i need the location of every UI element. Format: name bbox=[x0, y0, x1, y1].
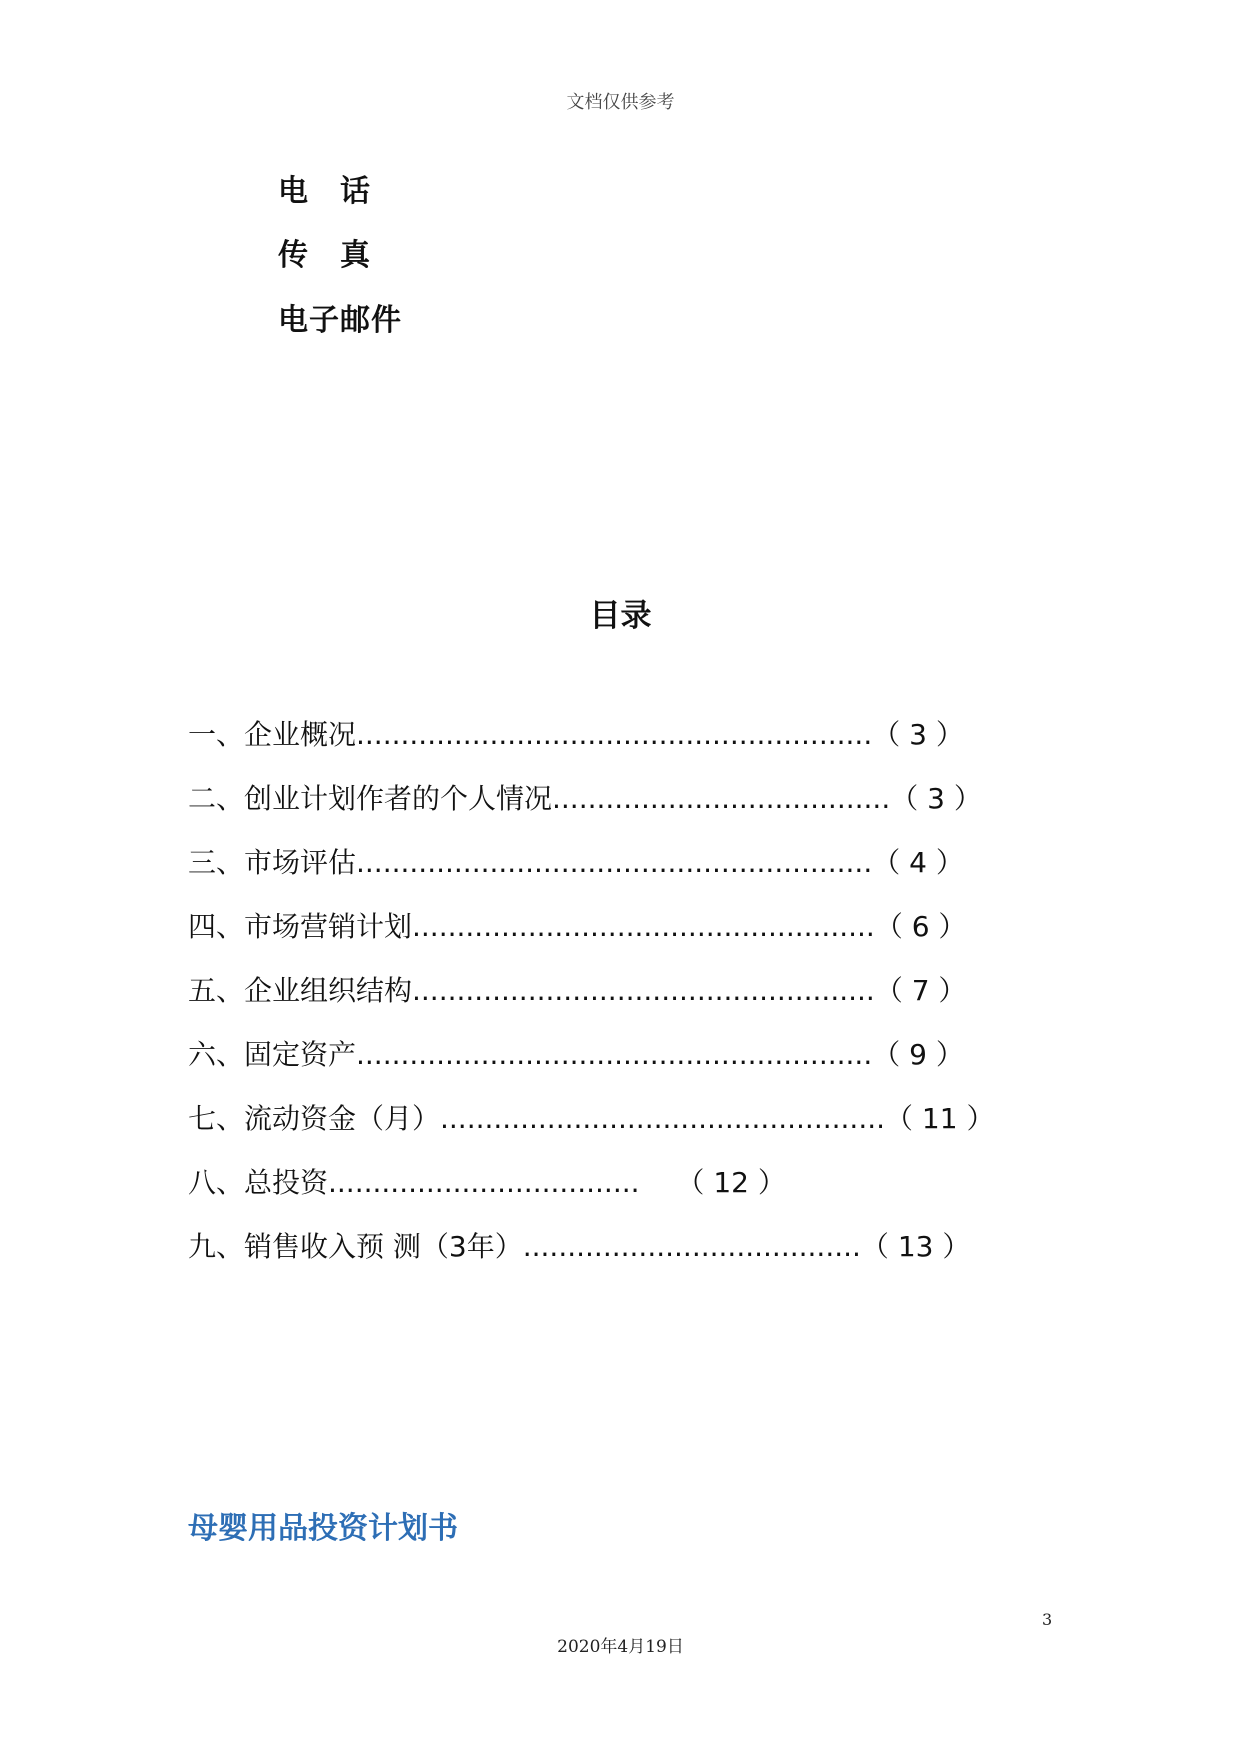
fax-label: 传真 bbox=[278, 238, 402, 273]
toc-item-8: 八、总投资................................... （ 12 ） bbox=[188, 1166, 786, 1199]
toc-item-9: 九、销售收入预 测（3年）......................................（ 13 ） bbox=[188, 1230, 971, 1263]
email-label: 电子邮件 bbox=[278, 303, 402, 338]
toc-item-6: 六、固定资产..........................................................（ 9 ） bbox=[188, 1038, 964, 1071]
document-title: 母婴用品投资计划书 bbox=[188, 1511, 458, 1546]
toc-item-2: 二、创业计划作者的个人情况......................................（ 3 ） bbox=[188, 782, 982, 815]
toc-item-7: 七、流动资金（月）..................................................（ 11 ） bbox=[188, 1102, 995, 1135]
toc-item-1: 一、企业概况..........................................................（ 3 ） bbox=[188, 718, 964, 751]
footer-date: 2020年4月19日 bbox=[557, 1637, 684, 1657]
toc-item-4: 四、市场营销计划....................................................（ 6 ） bbox=[188, 910, 967, 943]
page-number: 3 bbox=[1042, 1610, 1053, 1629]
toc-item-5: 五、企业组织结构....................................................（ 7 ） bbox=[188, 974, 967, 1007]
toc-item-3: 三、市场评估..........................................................（ 4 ） bbox=[188, 846, 964, 879]
phone-label: 电话 bbox=[278, 174, 402, 209]
toc-title: 目录 bbox=[589, 598, 652, 634]
header-note: 文档仅供参考 bbox=[566, 92, 675, 113]
